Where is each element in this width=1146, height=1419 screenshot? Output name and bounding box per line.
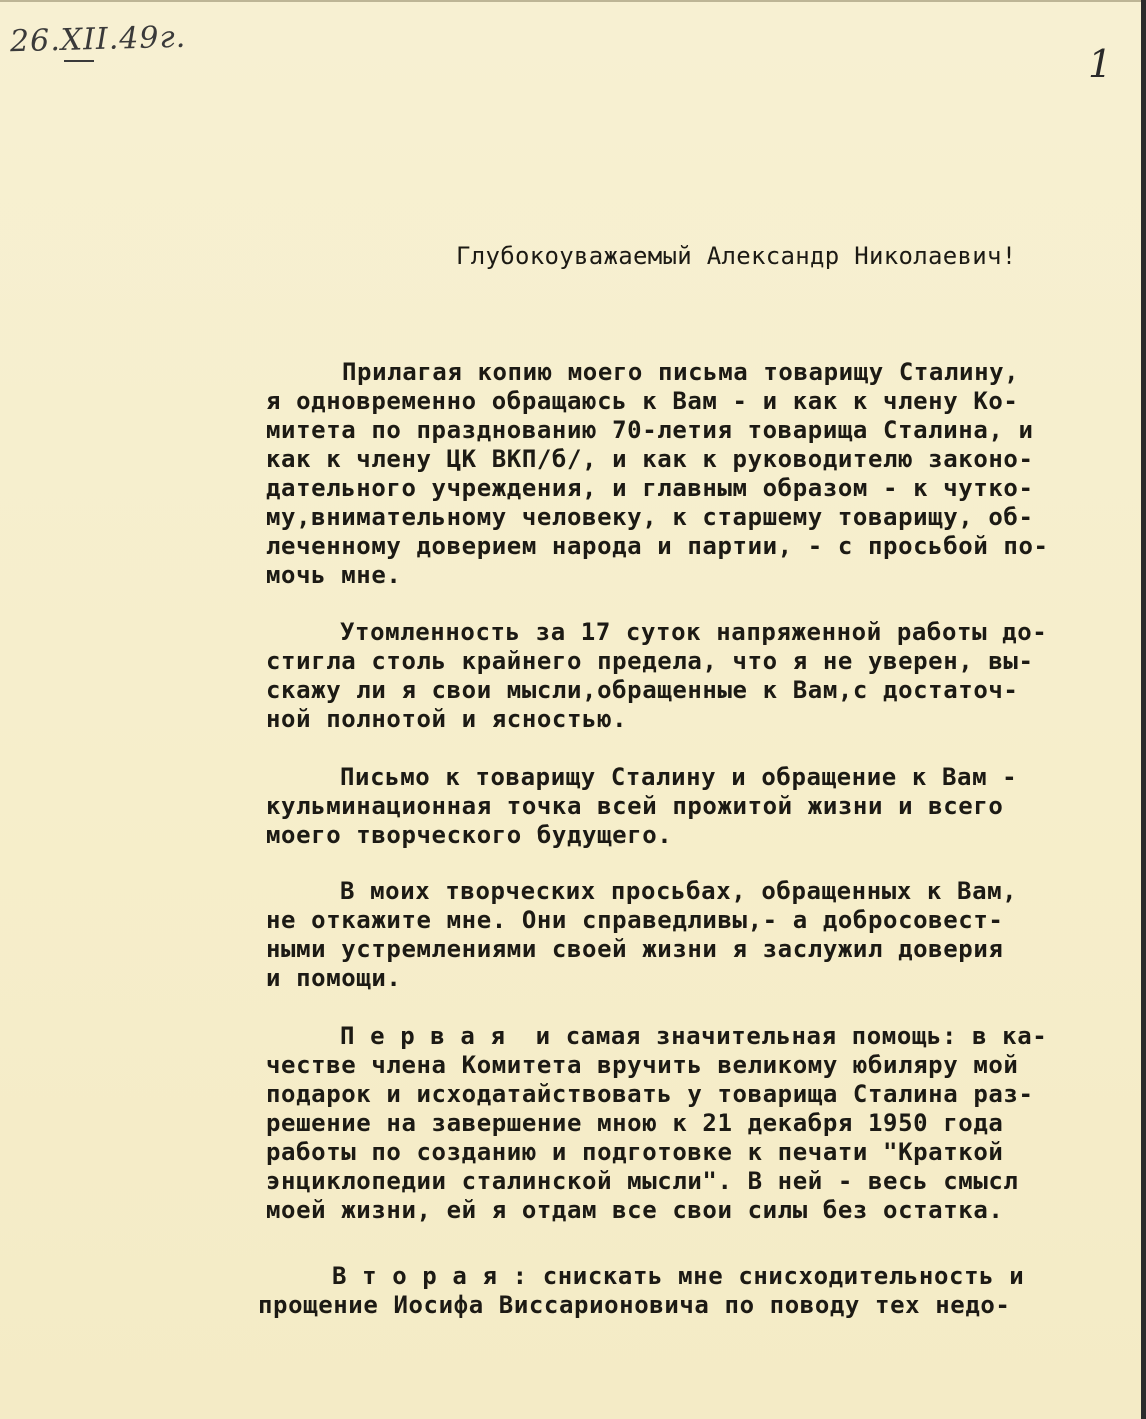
paragraph-1-line-1: Прилагая копию моего письма товарищу Сталину,: [342, 358, 1020, 386]
paragraph-1-line-4: как к члену ЦК ВКП/б/, и как к руководителю законо-: [266, 445, 1034, 473]
top-edge: [0, 0, 1146, 2]
paragraph-1-line-7: леченному доверием народа и партии, - с просьбой по-: [266, 532, 1049, 560]
paragraph-1-line-5: дательного учреждения, и главным образом - к чутко-: [266, 474, 1034, 502]
paragraph-5-line-2: честве члена Комитета вручить великому юбиляру мой: [266, 1051, 1019, 1079]
paragraph-6-line-1: В т о р а я : снискать мне снисходительность и: [332, 1262, 1025, 1290]
paragraph-6-line-2: прощение Иосифа Виссарионовича по поводу тех недо-: [258, 1291, 1011, 1319]
paragraph-4-line-3: ными устремлениями своей жизни я заслужил доверия: [266, 935, 1004, 963]
paragraph-1-line-8: мочь мне.: [266, 561, 402, 589]
paragraph-5-line-6: энциклопедии сталинской мысли". В ней - весь смысл: [266, 1167, 1019, 1195]
paragraph-5-line-3: подарок и исходатайствовать у товарища Сталина раз-: [266, 1080, 1034, 1108]
paragraph-1-line-2: я одновременно обращаюсь к Вам - и как к члену Ко-: [266, 387, 1019, 415]
paragraph-4-line-2: не откажите мне. Они справедливы,- а добросовест-: [266, 906, 1004, 934]
paragraph-2-line-2: стигла столь крайнего предела, что я не уверен, вы-: [266, 647, 1034, 675]
right-edge-shadow: [1141, 0, 1146, 1419]
salutation: Глубокоуважаемый Александр Николаевич!: [456, 242, 1017, 270]
paragraph-3-line-3: моего творческого будущего.: [266, 821, 673, 849]
paragraph-3-line-2: кульминационная точка всей прожитой жизни и всего: [266, 792, 1004, 820]
paragraph-5-line-7: моей жизни, ей я отдам все свои силы без остатка.: [266, 1196, 1004, 1224]
paragraph-2-line-4: ной полнотой и ясностью.: [266, 705, 628, 733]
paragraph-5-line-5: работы по созданию и подготовке к печати "Краткой: [266, 1138, 1004, 1166]
paragraph-1-line-3: митета по празднованию 70-летия товарища Сталина, и: [266, 416, 1034, 444]
paragraph-3-line-1: Письмо к товарищу Сталину и обращение к Вам -: [340, 763, 1018, 791]
paragraph-1-line-6: му,внимательному человеку, к старшему товарищу, об-: [266, 503, 1034, 531]
page-number: 1: [1088, 42, 1113, 86]
paragraph-4-line-1: В моих творческих просьбах, обращенных к Вам,: [340, 877, 1018, 905]
handwritten-date: 26.XII.49г.: [9, 19, 187, 60]
paragraph-2-line-3: скажу ли я свои мысли,обращенные к Вам,с достаточ-: [266, 676, 1019, 704]
paragraph-2-line-1: Утомленность за 17 суток напряженной работы до-: [340, 618, 1048, 646]
handwritten-date-underline: [64, 60, 94, 62]
paragraph-5-line-1: П е р в а я и самая значительная помощь: в ка-: [340, 1022, 1048, 1050]
paragraph-5-line-4: решение на завершение мною к 21 декабря 1950 года: [266, 1109, 1004, 1137]
paragraph-4-line-4: и помощи.: [266, 964, 402, 992]
